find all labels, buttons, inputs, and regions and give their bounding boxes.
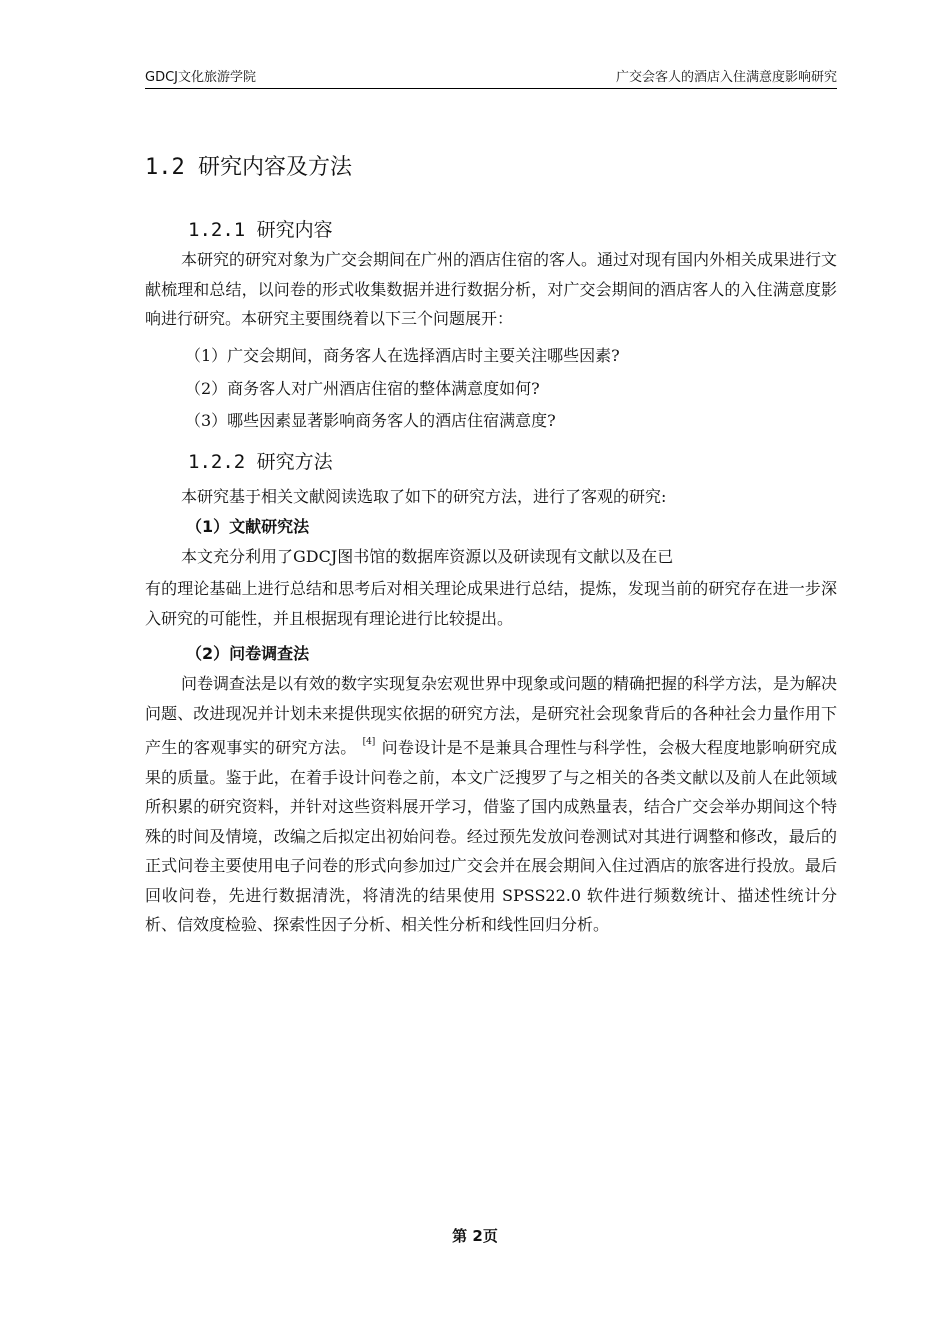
question-2: （2）商务客人对广州酒店住宿的整体满意度如何? <box>185 379 540 398</box>
content-intro-paragraph: 本研究的研究对象为广交会期间在广州的酒店住宿的客人。通过对现有国内外相关成果进行文献梳理和总结，以问卷的形式收集数据并进行数据分析，对广交会期间的酒店客人的入住满意度影响进行研究。本研究主要围绕着以下三个问题展开： <box>145 250 838 328</box>
method-1-title: （1）文献研究法 <box>186 517 310 536</box>
method-2-text-part2: 问卷设计是不是兼具合理性与科学性，会极大程度地影响研究成果的质量。鉴于此，在着手设计问卷之前，本文广泛搜罗了与之相关的各类文献以及前人在此领域所积累的研究资料，并针对这些资料展开学习，借鉴了国内成熟量表，结合广交会举办期间这个特殊的时间及情境，改编之后拟定出初始问卷。经过预先发放问卷测试对其进行调整和修改，最后的正式问卷主要使用电子问卷的形式向参加过广交会并在展会期间入住过酒店的旅客进行投放。最后回收问卷，先进行数据清洗，将清洗的结果使用 SPSS22.0 软件进行频数统计、描述性统计分析、信效度检验、探索性因子分析、相关性分析和线性回归分析。 <box>145 738 837 934</box>
page-header <box>145 66 837 89</box>
section-title: 1.2 研究内容及方法 <box>145 155 352 180</box>
subsection-title-content: 1.2.1 研究内容 <box>188 219 333 241</box>
page-number: 第 2页 <box>452 1227 498 1245</box>
method-2-paragraph <box>145 669 837 940</box>
header-school: GDCJ文化旅游学院 <box>145 70 256 85</box>
question-1: （1）广交会期间，商务客人在选择酒店时主要关注哪些因素? <box>185 346 620 365</box>
method-2-title: （2）问卷调查法 <box>186 644 310 663</box>
header-title: 广交会客人的酒店入住满意度影响研究 <box>615 70 837 85</box>
question-3: （3）哪些因素显著影响商务客人的酒店住宿满意度? <box>185 411 556 430</box>
subsection-title-methods: 1.2.2 研究方法 <box>188 451 333 473</box>
method-1-paragraph: 有的理论基础上进行总结和思考后对相关理论成果进行总结，提炼，发现当前的研究存在进一步深入研究的可能性，并且根据现有理论进行比较提出。 <box>145 579 837 628</box>
methods-intro: 本研究基于相关文献阅读选取了如下的研究方法，进行了客观的研究: <box>181 487 667 506</box>
method-2-text-part1: 问卷调查法是以有效的数字实现复杂宏观世界中现象或问题的精确把握的科学方法，是为解决问题、改进现况并计划未来提供现实依据的研究方法，是研究社会现象背后的各种社会力量作用下产生的客观事实的研究方法。 <box>145 674 838 757</box>
citation-marker: [4] <box>362 737 376 747</box>
method-1-line1: 本文充分利用了GDCJ图书馆的数据库资源以及研读现有文献以及在已 <box>181 547 674 566</box>
